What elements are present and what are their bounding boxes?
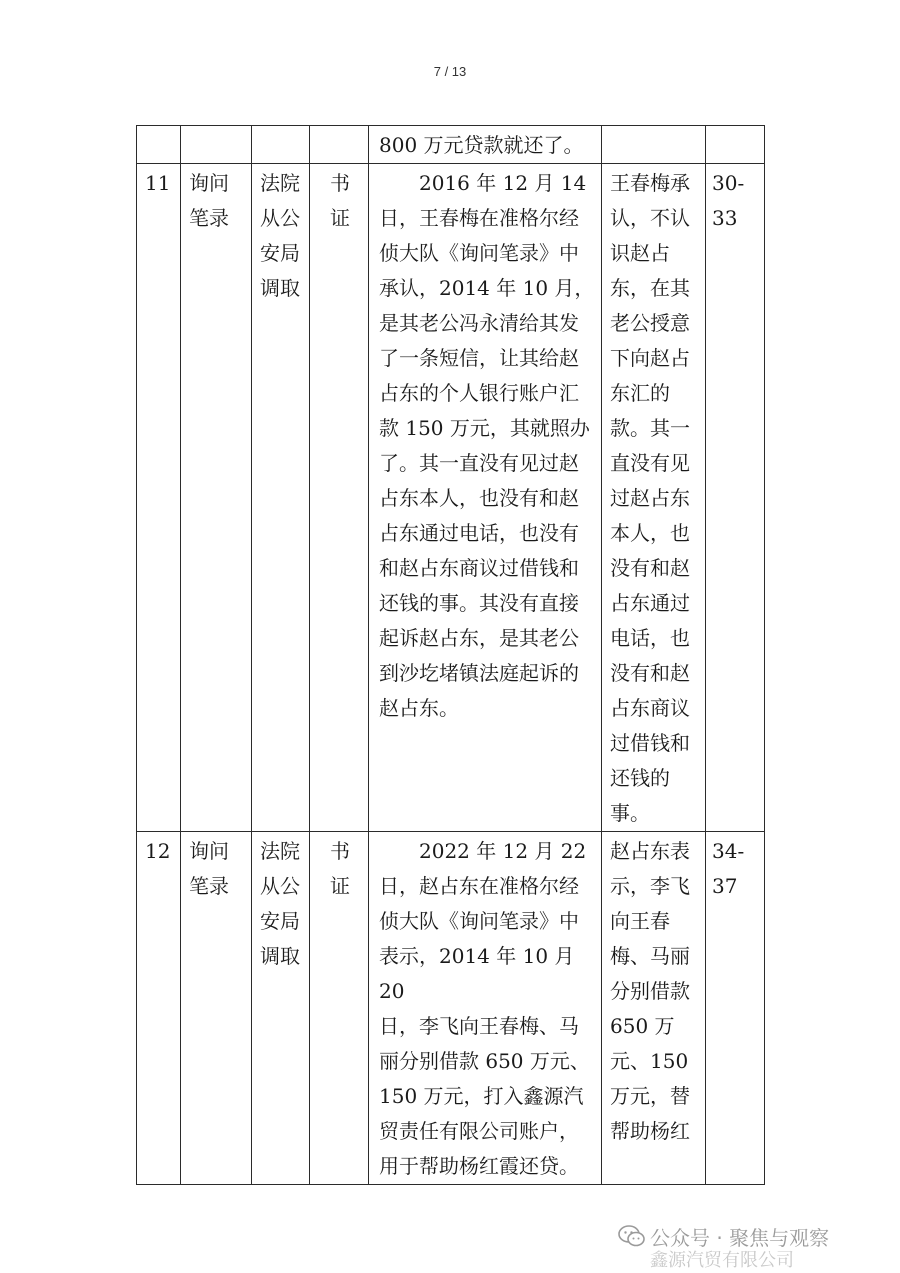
- evidence-number-cell: [137, 832, 181, 1185]
- table-cell: [137, 126, 181, 164]
- table-cell: [310, 126, 369, 164]
- evidence-pages: 34- 37: [712, 839, 745, 898]
- evidence-type: 书 证: [330, 839, 350, 898]
- evidence-source-cell: [252, 164, 310, 832]
- evidence-purpose: 赵占东表 示，李飞 向王春 梅、马丽 分别借款 650 万 元、150 万元，替 帮助杨红: [610, 839, 690, 1143]
- evidence-type: 书 证: [330, 171, 350, 230]
- evidence-purpose: 王春梅承 认，不认 识赵占 东，在其 老公授意 下向赵占 东汇的 款。其一 直没有见 过赵占东 本人，也 没有和赵 占东通过 电话，也 没有和赵 占东商议 过借钱和 还钱的 事。: [610, 171, 690, 825]
- evidence-number: 11: [145, 171, 171, 195]
- evidence-content: 800 万元贷款就还了。: [379, 133, 584, 157]
- evidence-name: 询问 笔录: [189, 171, 229, 230]
- evidence-source: 法院 从公 安局 调取: [260, 171, 300, 300]
- evidence-pages: 30- 33: [712, 171, 745, 230]
- table-cell: [706, 126, 765, 164]
- watermark: [612, 1218, 892, 1271]
- evidence-purpose-cell: [602, 164, 706, 832]
- evidence-content-cell: [369, 126, 602, 164]
- evidence-name-cell: [181, 832, 252, 1185]
- table-cell: [252, 126, 310, 164]
- evidence-type-cell: [310, 164, 369, 832]
- table-cell: [602, 126, 706, 164]
- evidence-content: 2022 年 12 月 22 日，赵占东在准格尔经 侦大队《询问笔录》中 表示，2014 年 10 月 20 日，李飞向王春梅、马 丽分别借款 650 万元、 150 万元，打入鑫源汽 贸责任有限公司账户， 用于帮助杨红霞还贷。: [379, 839, 590, 1178]
- evidence-name-cell: [181, 164, 252, 832]
- evidence-pages-cell: [706, 164, 765, 832]
- table-row: [137, 126, 765, 164]
- evidence-content: 2016 年 12 月 14 日，王春梅在准格尔经 侦大队《询问笔录》中 承认，2014 年 10 月， 是其老公冯永清给其发 了一条短信，让其给赵 占东的个人银行账户汇 款 150 万元，其就照办 了。其一直没有见过赵 占东本人，也没有和赵 占东通过电话，也没有 和赵占东商议过借钱和 还钱的事。其没有直接 起诉赵占东，是其老公 到沙圪堵镇法庭起诉的 赵占东。: [379, 171, 595, 720]
- evidence-source-cell: [252, 832, 310, 1185]
- page-number: 7 / 13: [433, 64, 467, 79]
- watermark-account: 公众号 · 聚焦与观察: [650, 1226, 830, 1250]
- evidence-content-cell: [369, 832, 602, 1185]
- evidence-number-cell: [137, 164, 181, 832]
- evidence-table: [136, 125, 765, 1185]
- evidence-content-cell: [369, 164, 602, 832]
- table-cell: [181, 126, 252, 164]
- table-row: [137, 832, 765, 1185]
- evidence-pages-cell: [706, 832, 765, 1185]
- table-row: [137, 164, 765, 832]
- watermark-company: 鑫源汽贸有限公司: [650, 1250, 794, 1271]
- evidence-number: 12: [145, 839, 171, 863]
- evidence-type-cell: [310, 832, 369, 1185]
- evidence-source: 法院 从公 安局 调取: [260, 839, 300, 968]
- wechat-icon: [618, 1224, 646, 1248]
- evidence-purpose-cell: [602, 832, 706, 1185]
- evidence-name: 询问 笔录: [189, 839, 229, 898]
